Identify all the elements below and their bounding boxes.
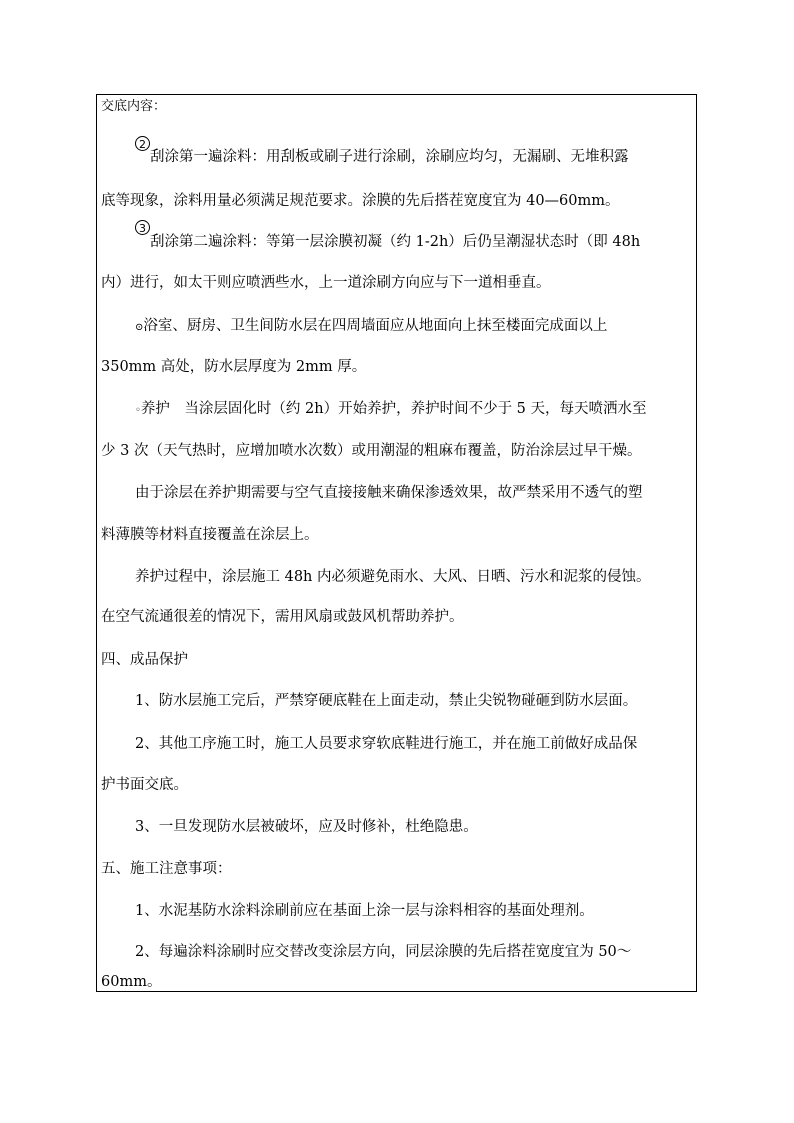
section-4-title: 四、成品保护 [101, 652, 188, 668]
film-paragraph-line-1: 由于涂层在养护期需要与空气直接接触来确保渗透效果，故严禁采用不透气的塑 [135, 485, 643, 501]
film-paragraph-line-2: 料薄膜等材料直接覆盖在涂层上。 [101, 527, 319, 543]
item-marker-3: 3 [135, 220, 150, 235]
section-5-item-2-line-1: 2、每遍涂料涂刷时应交替改变涂层方向，同层涂膜的先后搭茬宽度宜为 50～ [135, 944, 632, 960]
section-5-item-1: 1、水泥基防水涂料涂刷前应在基面上涂一层与涂料相容的基面处理剂。 [135, 903, 594, 919]
section-4-item-2-line-1: 2、其他工序施工时，施工人员要求穿软底鞋进行施工，并在施工前做好成品保 [135, 736, 638, 752]
cure-marker: ◦ [135, 405, 141, 416]
bath-paragraph-line-1: ⊙浴室、厨房、卫生间防水层在四周墙面应从地面向上抹至楼面完成面以上 [135, 318, 608, 334]
item-marker-2: 2 [135, 136, 150, 151]
cure-paragraph-line-1: ◦养护 当涂层固化时（约 2h）开始养护，养护时间不少于 5 天，每天喷洒水至 [135, 401, 647, 417]
cure-paragraph-line-2: 少 3 次（天气热时，应增加喷水次数）或用潮湿的粗麻布覆盖，防治涂层过早干燥。 [101, 443, 642, 459]
section-4-item-1: 1、防水层施工完后，严禁穿硬底鞋在上面走动，禁止尖锐物碰砸到防水层面。 [135, 693, 638, 709]
section-5-item-2-line-2: 60mm。 [101, 974, 162, 990]
bath-paragraph-line-2: 350mm 高处，防水层厚度为 2mm 厚。 [101, 359, 367, 375]
item-2-line-2: 底等现象，涂料用量必须满足规范要求。涂膜的先后搭茬宽度宜为 40—60mm。 [101, 193, 620, 209]
bath-marker: ⊙ [135, 322, 144, 333]
process-paragraph-line-1: 养护过程中，涂层施工 48h 内必须避免雨水、大风、日晒、污水和泥浆的侵蚀。 [135, 569, 651, 585]
header-label: 交底内容： [101, 99, 167, 114]
section-4-item-2-line-2: 护书面交底。 [101, 777, 188, 793]
item-2-line-1: 刮涂第一遍涂料：用刮板或刷子进行涂刷，涂刷应均匀，无漏刷、无堆积露 [150, 149, 629, 165]
section-4-item-3: 3、一旦发现防水层被破坏，应及时修补，杜绝隐患。 [135, 819, 478, 835]
process-paragraph-line-2: 在空气流通很差的情况下，需用风扇或鼓风机帮助养护。 [101, 609, 464, 625]
section-5-title: 五、施工注意事项： [101, 861, 232, 877]
item-3-line-1: 刮涂第二遍涂料：等第一层涂膜初凝（约 1-2h）后仍呈潮湿状态时（即 48h [150, 234, 641, 250]
item-3-line-2: 内）进行，如太干则应喷洒些水，上一道涂刷方向应与下一道相垂直。 [101, 275, 551, 291]
